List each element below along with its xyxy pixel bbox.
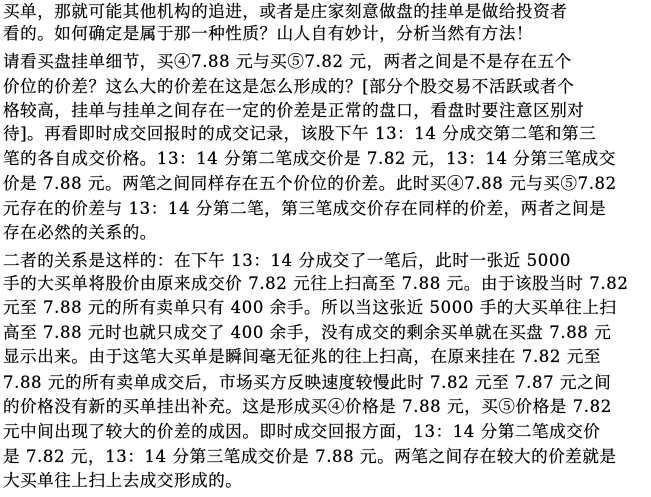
text-line-10: 存在必然的关系的。 xyxy=(3,223,157,242)
text-line-19: 是 7.82 元，13：14 分第三笔成交价是 7.88 元。两笔之间存在较大的价差就是 xyxy=(3,447,617,466)
text-line-3: 请看买盘挂单细节，买④7.88 元与买⑤7.82 元，两者之间是不是存在五个 xyxy=(3,52,572,71)
text-line-7: 笔的各自成交价格。13：14 分第二笔成交价是 7.82 元，13：14 分第三笔成交 xyxy=(3,149,616,168)
text-line-13: 元至 7.88 元的所有卖单只有 400 余手。所以当这张近 5000 手的大买单往上扫 xyxy=(3,298,617,317)
text-line-5: 格较高，挂单与挂单之间存在一定的价差是正常的盘口，看盘时要注意区别对 xyxy=(3,101,585,120)
text-line-11: 二者的关系是这样的：在下午 13：14 分成交了一笔后，此时一张近 5000 xyxy=(3,251,572,270)
text-line-17: 的价格没有新的买单挂出补充。这是形成买④价格是 7.88 元，买⑤价格是 7.82 xyxy=(3,397,612,416)
text-line-12: 手的大买单将股价由原来成交价 7.82 元往上扫高至 7.88 元。由于该股当时 7.82 xyxy=(3,274,629,293)
text-line-2: 看的。如何确定是属于那一种性质？山人自有妙计，分析当然有方法！ xyxy=(3,24,534,43)
text-line-6: 待]。再看即时成交回报时的成交记录，该股下午 13：14 分成交第二笔和第三 xyxy=(3,124,597,143)
text-line-18: 元中间出现了较大的价差的成因。即时成交回报方面，13：14 分第二笔成交价 xyxy=(3,422,601,441)
text-line-20: 大买单往上扫上去成交形成的。 xyxy=(3,471,243,490)
text-line-15: 显示出来。由于这笔大买单是瞬间毫无征兆的往上扫高，在原来挂在 7.82 元至 xyxy=(3,347,602,366)
text-line-9: 元存在的价差与 13：14 分第二笔，第三笔成交价存在同样的价差，两者之间是 xyxy=(3,199,607,218)
text-line-8: 价是 7.88 元。两笔之间同样存在五个价位的价差。此时买④7.88 元与买⑤7.82 xyxy=(3,174,617,193)
text-line-16: 7.88 元的所有卖单成交后，市场买方反映速度较慢此时 7.82 元至 7.87 元之间 xyxy=(3,373,612,392)
text-line-1: 买单，那就可能其他机构的追进，或者是庄家刻意做盘的挂单是做给投资者 xyxy=(3,2,568,21)
text-line-4: 价位的价差？这么大的价差在这是怎么形成的？[部分个股交易不活跃或者个 xyxy=(3,77,575,96)
text-line-14: 高至 7.88 元时也就只成交了 400 余手，没有成交的剩余买单就在买盘 7.88 元 xyxy=(3,323,612,342)
